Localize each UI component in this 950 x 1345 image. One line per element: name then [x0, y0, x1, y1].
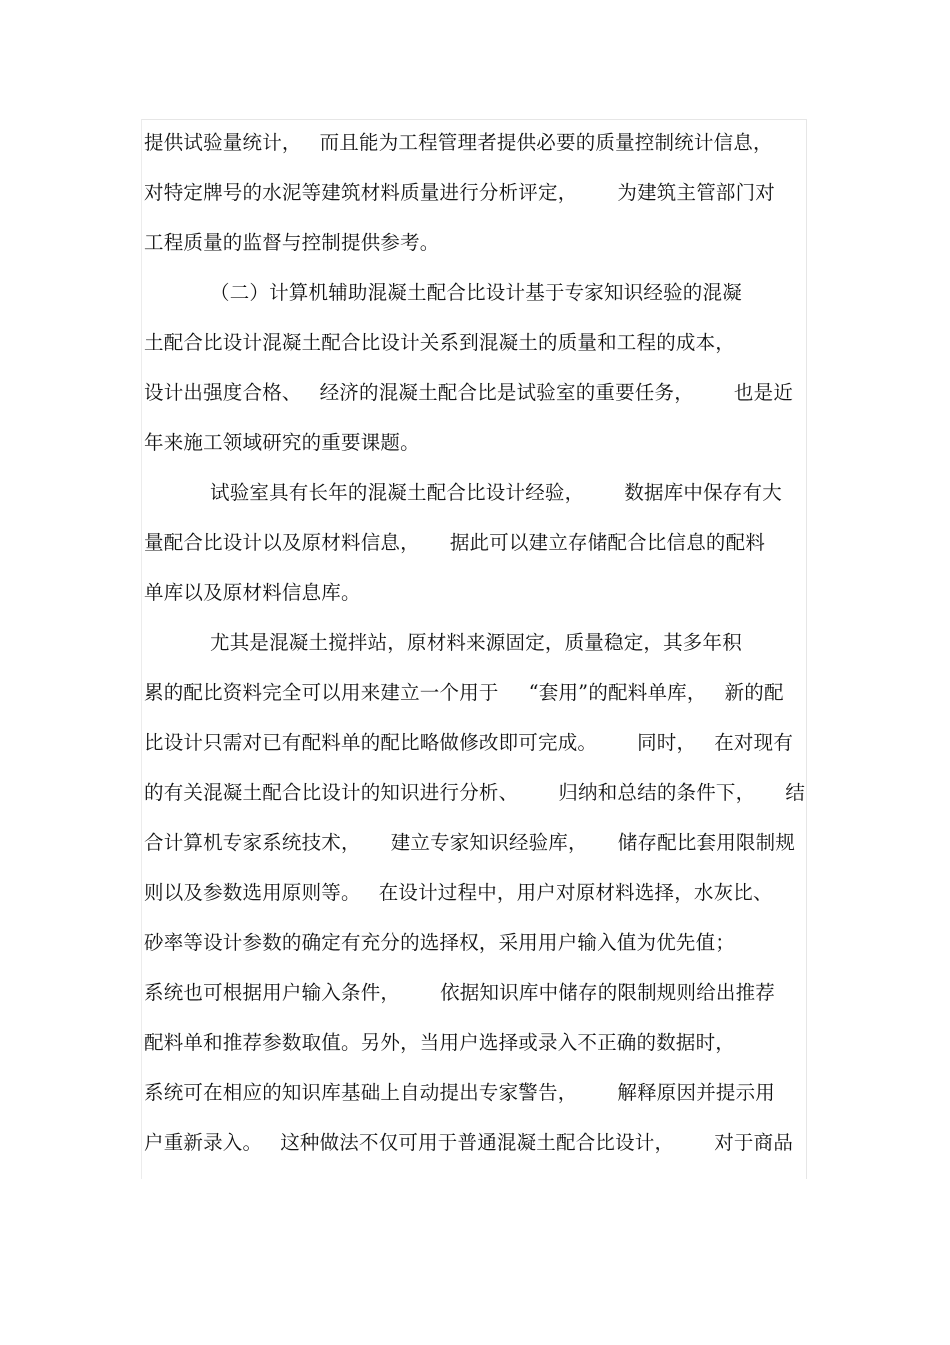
text-run: 结 [785, 781, 806, 804]
text-line [144, 918, 806, 968]
text-run: 经济的混凝土配合比是试验室的重要任务， [319, 381, 694, 404]
text-line [144, 218, 806, 268]
text-line [144, 768, 806, 818]
text-run: 砂率等设计参数的确定有充分的选择权，采用用户输入值为优先值； [144, 931, 736, 954]
text-run: 据此可以建立存储配合比信息的配料 [449, 531, 766, 554]
text-line [144, 1018, 806, 1068]
text-run: 储存配比套用限制规 [617, 831, 796, 854]
text-line [144, 1118, 806, 1168]
text-run: 也是近 [733, 381, 794, 404]
text-run: 同时， [637, 731, 697, 754]
text-run: 年来施工领域研究的重要课题。 [144, 431, 420, 454]
text-run: 对于商品 [714, 1131, 794, 1154]
text-run: （二）计算机辅助混凝土配合比设计基于专家知识经验的混凝 [210, 281, 742, 304]
text-run: 土配合比设计混凝土配合比设计关系到混凝土的质量和工程的成本， [144, 331, 736, 354]
text-run: 依据知识库中储存的限制规则给出推荐 [440, 981, 776, 1004]
text-run: 系统可在相应的知识库基础上自动提出专家警告， [144, 1081, 578, 1104]
text-run: 而且能为工程管理者提供必要的质量控制统计信息， [319, 131, 773, 154]
text-run: 试验室具有长年的混凝土配合比设计经验， [210, 481, 585, 504]
text-run: 解释原因并提示用 [617, 1081, 776, 1104]
section-heading-line [144, 268, 806, 318]
text-line [144, 168, 806, 218]
text-line [144, 118, 806, 168]
text-run: 新的配 [724, 681, 784, 704]
text-line [144, 818, 806, 868]
text-run: 尤其是混凝土搅拌站，原材料来源固定，质量稳定，其多年积 [210, 631, 742, 654]
text-run: 则以及参数选用原则等。 [144, 881, 361, 904]
text-run: 累的配比资料完全可以用来建立一个用于 [144, 681, 499, 704]
text-line [144, 518, 806, 568]
text-run: 系统也可根据用户输入条件， [144, 981, 401, 1004]
text-run: 这种做法不仅可用于普通混凝土配合比设计， [280, 1131, 675, 1154]
text-run: 户重新录入。 [144, 1131, 263, 1154]
text-line [144, 1068, 806, 1118]
text-run: 提供试验量统计， [144, 131, 302, 154]
text-run: “套用”的配料单库， [528, 681, 707, 704]
text-run: 的有关混凝土配合比设计的知识进行分析、 [144, 781, 519, 804]
document-body [144, 118, 806, 1168]
paragraph-start-line [144, 618, 806, 668]
text-run: 配料单和推荐参数取值。另外，当用户选择或录入不正确的数据时， [144, 1031, 736, 1054]
text-run: 在设计过程中，用户对原材料选择，水灰比、 [378, 881, 773, 904]
text-line [144, 368, 806, 418]
text-run: 工程质量的监督与控制提供参考。 [144, 231, 440, 254]
text-run: 数据库中保存有大 [624, 481, 782, 504]
text-line [144, 868, 806, 918]
text-run: 设计出强度合格、 [144, 381, 302, 404]
text-run: 对特定牌号的水泥等建筑材料质量进行分析评定， [144, 181, 578, 204]
text-run: 量配合比设计以及原材料信息， [144, 531, 420, 554]
text-run: 单库以及原材料信息库。 [144, 581, 361, 604]
text-run: 合计算机专家系统技术， [144, 831, 361, 854]
text-line [144, 718, 806, 768]
text-line [144, 418, 806, 468]
text-run: 比设计只需对已有配料单的配比略做修改即可完成。 [144, 731, 598, 754]
text-line [144, 318, 806, 368]
text-run: 在对现有 [714, 731, 794, 754]
text-run: 建立专家知识经验库， [390, 831, 588, 854]
text-line [144, 968, 806, 1018]
paragraph-start-line [144, 468, 806, 518]
text-line [144, 568, 806, 618]
text-run: 归纳和总结的条件下， [558, 781, 756, 804]
text-run: 为建筑主管部门对 [617, 181, 776, 204]
text-line [144, 668, 806, 718]
